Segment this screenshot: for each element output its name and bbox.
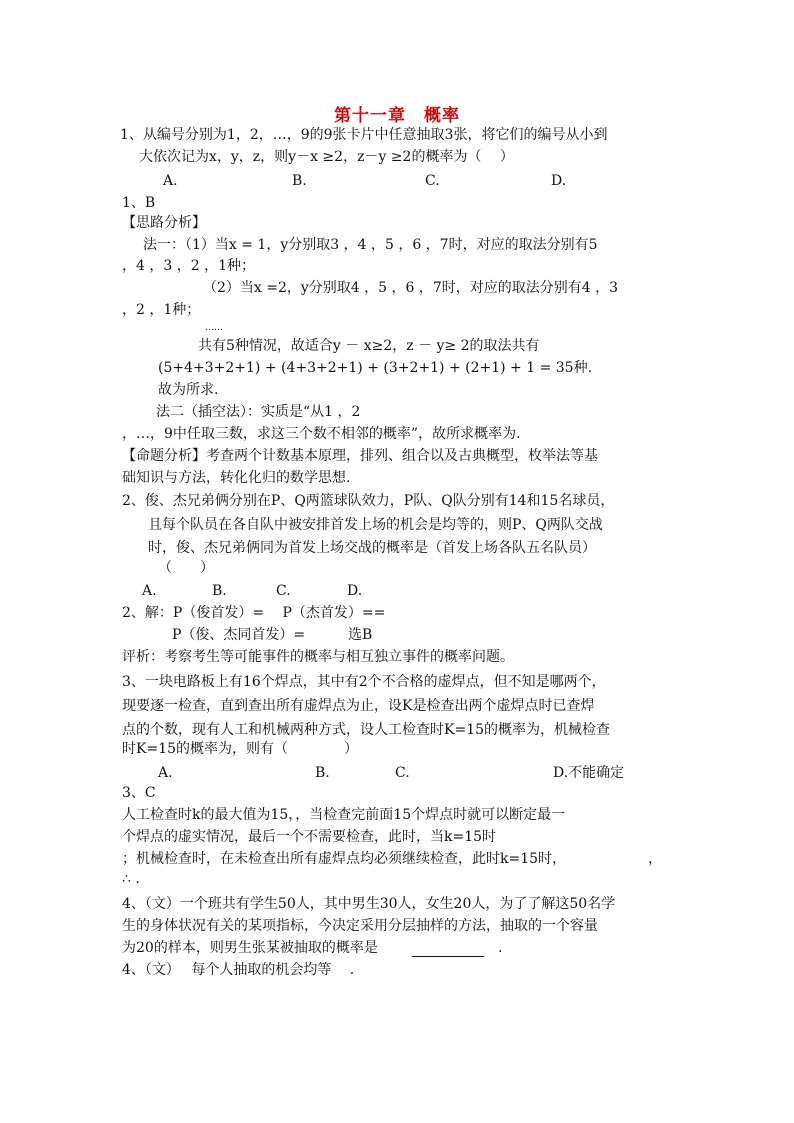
q1-line-1: 1、从编号分别为1，2，…，9的9张卡片中任意抽取3张，将它们的编号从小到 xyxy=(120,127,608,143)
q2-option-d: D. xyxy=(347,583,363,599)
a3-line-3: ；机械检查时，在未检查出所有虚焊点均必须继续检查，此时k=15时， xyxy=(122,851,567,867)
a1-answer: 1、B xyxy=(122,195,156,211)
q1-option-c: C. xyxy=(425,173,440,189)
a1-line-3: （2）当x =2，y分别取4 ，5 ，6 ，7时，对应的取法分别有4 ，3 xyxy=(203,280,619,296)
q4-line-3: 为20的样本，则男生张某被抽取的概率是 xyxy=(122,940,378,956)
a1-analysis-1: 【命题分析】考查两个计数基本原理，排列、组合以及古典概型，枚举法等基 xyxy=(122,448,598,464)
q2-line-1: 2、俊、杰兄弟俩分别在P、Q两篮球队效力，P队、Q队分别有14和15名球员， xyxy=(122,493,615,509)
a1-line-2: ，4 ，3 ，2 ，1种； xyxy=(122,258,255,274)
q3-line-3: 点的个数，现有人工和机械两种方式，设人工检查时K=15的概率为，机械检查 xyxy=(122,722,611,738)
a1-line-7: 故为所求. xyxy=(158,382,219,398)
q2-line-3: 时，俊、杰兄弟俩同为首发上场交战的概率是（首发上场各队五名队员） xyxy=(148,540,596,556)
q1-option-b: B. xyxy=(292,173,307,189)
a3-answer: 3、C xyxy=(122,785,156,801)
a2-line-1: 2、解：P（俊首发）= P（杰首发）== xyxy=(122,605,386,621)
a1-line-4: ，2 ，1种； xyxy=(122,302,201,318)
a3-therefore: ∴ . xyxy=(122,871,140,887)
q1-option-d: D. xyxy=(551,173,567,189)
a1-ellipsis: …… xyxy=(205,323,223,333)
q3-option-c: C. xyxy=(395,765,410,781)
a1-heading: 【思路分析】 xyxy=(122,215,206,231)
a2-line-2: P（俊、杰同首发）= xyxy=(172,627,306,643)
q1-option-a: A. xyxy=(163,173,178,189)
q4-line-2: 生的身体状况有关的某项指标，今决定采用分层抽样的方法，抽取的一个容量 xyxy=(122,918,598,934)
q4-line-1: 4、（文）一个班共有学生50人，其中男生30人，女生20人，为了了解这50名学 xyxy=(122,896,616,912)
a1-line-9: ，…，9中任取三数，求这三个数不相邻的概率”，故所求概率为. xyxy=(122,426,521,442)
q2-option-b: B. xyxy=(212,583,227,599)
q3-option-d: D.不能确定 xyxy=(553,765,625,781)
q3-option-a: A. xyxy=(158,765,173,781)
a1-line-5: 共有5种情况，故适合y － x≥2，z － y≥ 2的取法共有 xyxy=(198,338,540,354)
q4-answer-blank xyxy=(412,938,484,957)
a3-line-3-tail: ， xyxy=(648,851,662,867)
a1-analysis-2: 础知识与方法，转化化归的数学思想. xyxy=(122,470,351,486)
a2-choice: 选B xyxy=(348,627,373,643)
q2-option-a: A. xyxy=(142,583,157,599)
q2-line-2: 且每个队员在各自队中被安排首发上场的机会是均等的，则P、Q两队交战 xyxy=(148,517,603,533)
q3-line-1: 3、一块电路板上有16个焊点，其中有2个不合格的虚焊点，但不知是哪两个， xyxy=(122,674,606,690)
a3-line-2: 个焊点的虚实情况，最后一个不需要检查，此时，当k=15时 xyxy=(122,829,497,845)
chapter-title: 第十一章 概率 xyxy=(334,106,460,126)
a2-comment: 评析：考察考生等可能事件的概率与相互独立事件的概率问题。 xyxy=(122,649,514,665)
q4-line-3-end: . xyxy=(484,940,503,956)
q2-line-4: （ ） xyxy=(158,560,214,576)
q2-option-c: C. xyxy=(276,583,291,599)
a4-line-1: 4、（文） 每个人抽取的机会均等 . xyxy=(122,962,355,978)
a3-line-1: 人工检查时k的最大值为15，，当检查完前面15个焊点时就可以断定最一 xyxy=(122,807,566,823)
q3-line-2: 现要逐一检查，直到查出所有虚焊点为止，设K是检查出两个虚焊点时已查焊 xyxy=(122,698,595,714)
q1-line-2: 大依次记为x，y，z，则y－x ≥2，z－y ≥2的概率为（ ） xyxy=(139,149,514,165)
q3-line-4: 时K=15的概率为，则有（ ） xyxy=(122,741,359,757)
q3-option-b: B. xyxy=(315,765,330,781)
a1-line-8: 法二（插空法）：实质是“从1 ，2 xyxy=(156,404,361,420)
a1-line-6: (5+4+3+2+1) + (4+3+2+1) + (3+2+1) + (2+1) + 1 = 35种. xyxy=(158,360,593,376)
a1-line-1: 法一：（1）当x = 1，y分别取3 ，4 ，5 ，6 ，7时，对应的取法分别有5 xyxy=(143,237,598,253)
